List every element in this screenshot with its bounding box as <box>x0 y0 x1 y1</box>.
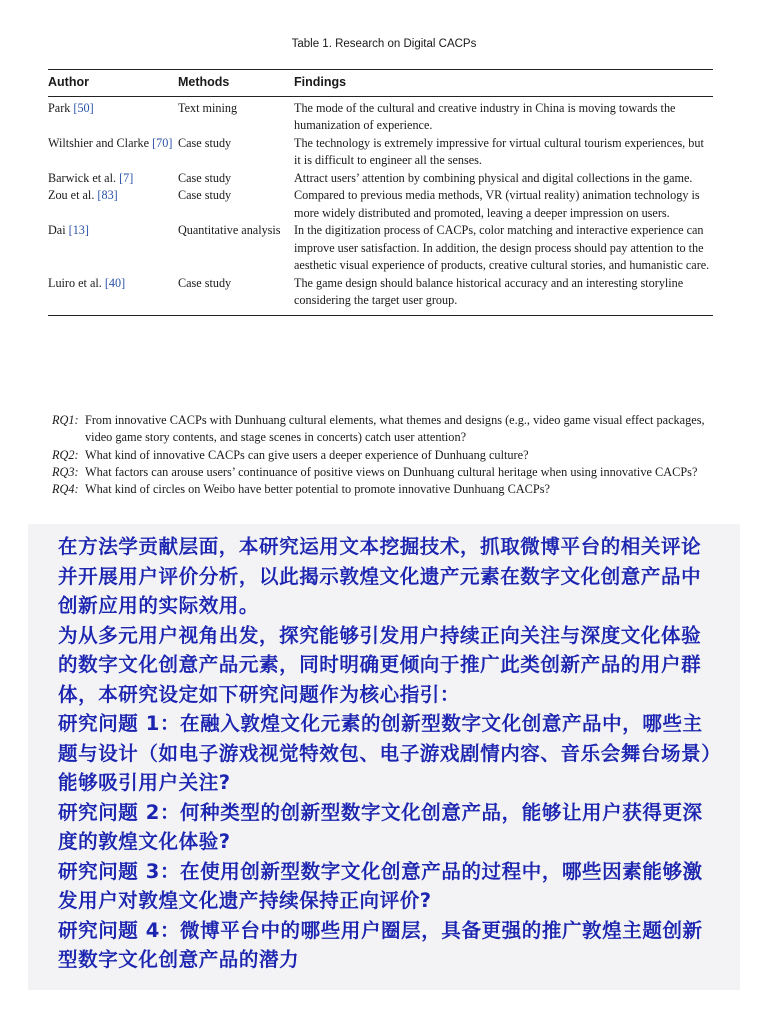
rq-item <box>52 447 722 464</box>
chinese-translation <box>58 532 718 975</box>
citation-link[interactable]: [70] <box>152 135 173 150</box>
author-cell <box>48 275 178 316</box>
method-cell: Quantitative analysis <box>178 223 281 237</box>
rq-text: What kind of circles on Weibo have better potential to promote innovative Dunhuang CACPs? <box>85 482 550 497</box>
citation-link[interactable]: [83] <box>97 188 118 202</box>
rq-text: What factors can arouse users’ continuance of positive views on Dunhuang cultural heritage when using innovative CACPs? <box>85 464 698 479</box>
author-cell <box>48 187 178 222</box>
author-name: Barwick et al. <box>48 170 120 185</box>
author-cell <box>48 170 178 188</box>
zh-paragraph: 研究问题 4：微博平台中的哪些用户圈层，具备更强的推广敦煌主题创新型数字文化创意产品的潜力 <box>58 918 703 971</box>
author-name: Zou et al. <box>48 188 98 202</box>
method-cell: Case study <box>178 188 232 202</box>
table-row <box>48 135 713 170</box>
rq-tag: RQ3: <box>52 464 79 479</box>
findings-cell: In the digitization process of CACPs, color matching and interactive experience can improve user satisfaction. In addition, the design process should pay attention to the aesthetic visual experience of products, creative cultural stories, and humanistic care. <box>294 223 710 272</box>
findings-cell: The technology is extremely impressive for virtual cultural tourism experiences, but it is difficult to engineer all the senses. <box>294 135 704 167</box>
zh-paragraph: 研究问题 1：在融入敦煌文化元素的创新型数字文化创意产品中，哪些主题与设计（如电子游戏视觉特效包、电子游戏剧情内容、音乐会舞台场景）能够吸引用户关注? <box>58 712 712 794</box>
header-author: Author <box>48 70 178 97</box>
method-cell: Case study <box>178 135 232 150</box>
zh-paragraph: 研究问题 3：在使用创新型数字文化创意产品的过程中，哪些因素能够激发用户对敦煌文化遗产持续保持正向评价? <box>58 859 703 912</box>
table-row <box>48 222 713 275</box>
zh-paragraph: 研究问题 2：何种类型的创新型数字文化创意产品，能够让用户获得更深度的敦煌文化体验? <box>58 800 703 853</box>
author-cell <box>48 222 178 275</box>
table-header-row <box>48 70 713 97</box>
rq-tag: RQ4: <box>52 482 79 497</box>
table-row <box>48 275 713 316</box>
citation-link[interactable]: [13] <box>68 223 89 237</box>
zh-paragraph: 为从多元用户视角出发，探究能够引发用户持续正向关注与深度文化体验的数字文化创意产品元素，同时明确更倾向于推广此类创新产品的用户群体，本研究设定如下研究问题作为核心指引： <box>58 623 702 706</box>
citation-link[interactable]: [50] <box>73 100 94 115</box>
author-name: Luiro et al. <box>48 275 105 290</box>
method-cell: Text mining <box>178 100 238 115</box>
rq-text: From innovative CACPs with Dunhuang cultural elements, what themes and designs (e.g., video game visual effect packages, video game story contents, and stage scenes in concerts) catch user attention? <box>85 413 705 445</box>
findings-cell: Attract users’ attention by combining physical and digital collections in the game. <box>294 170 693 185</box>
citation-link[interactable]: [7] <box>119 170 134 185</box>
author-cell <box>48 135 178 170</box>
author-cell <box>48 96 178 135</box>
table-row <box>48 187 713 222</box>
rq-item <box>52 481 722 498</box>
header-methods: Methods <box>178 70 294 97</box>
author-name: Wiltshier and Clarke <box>48 135 153 150</box>
author-name: Dai <box>48 223 69 237</box>
rq-item <box>52 412 722 447</box>
findings-cell: The game design should balance historical accuracy and an interesting storyline considering the target user group. <box>294 275 713 316</box>
method-cell: Case study <box>178 170 232 185</box>
citation-link[interactable]: [40] <box>104 275 126 290</box>
rq-tag: RQ2: <box>52 447 79 462</box>
table-caption: Table 1. Research on Digital CACPs <box>291 38 477 50</box>
table-row <box>48 96 713 135</box>
rq-item <box>52 464 722 481</box>
rq-tag: RQ1: <box>52 413 79 427</box>
research-questions <box>52 412 722 498</box>
rq-text: What kind of innovative CACPs can give users a deeper experience of Dunhuang culture? <box>85 447 529 462</box>
zh-paragraph: 在方法学贡献层面，本研究运用文本挖掘技术，抓取微博平台的相关评论并开展用户评价分析，以此揭示敦煌文化遗产元素在数字文化创意产品中创新应用的实际效用。 <box>58 535 702 617</box>
research-table <box>48 69 713 316</box>
findings-cell: The mode of the cultural and creative industry in China is moving towards the humanization of experience. <box>294 100 676 132</box>
author-name: Park <box>48 100 74 115</box>
method-cell: Case study <box>178 275 294 316</box>
header-findings: Findings <box>294 70 713 97</box>
findings-cell: Compared to previous media methods, VR (virtual reality) animation technology is more widely distributed and promoted, leaving a deeper impression on users. <box>294 188 700 220</box>
table-row <box>48 170 713 188</box>
